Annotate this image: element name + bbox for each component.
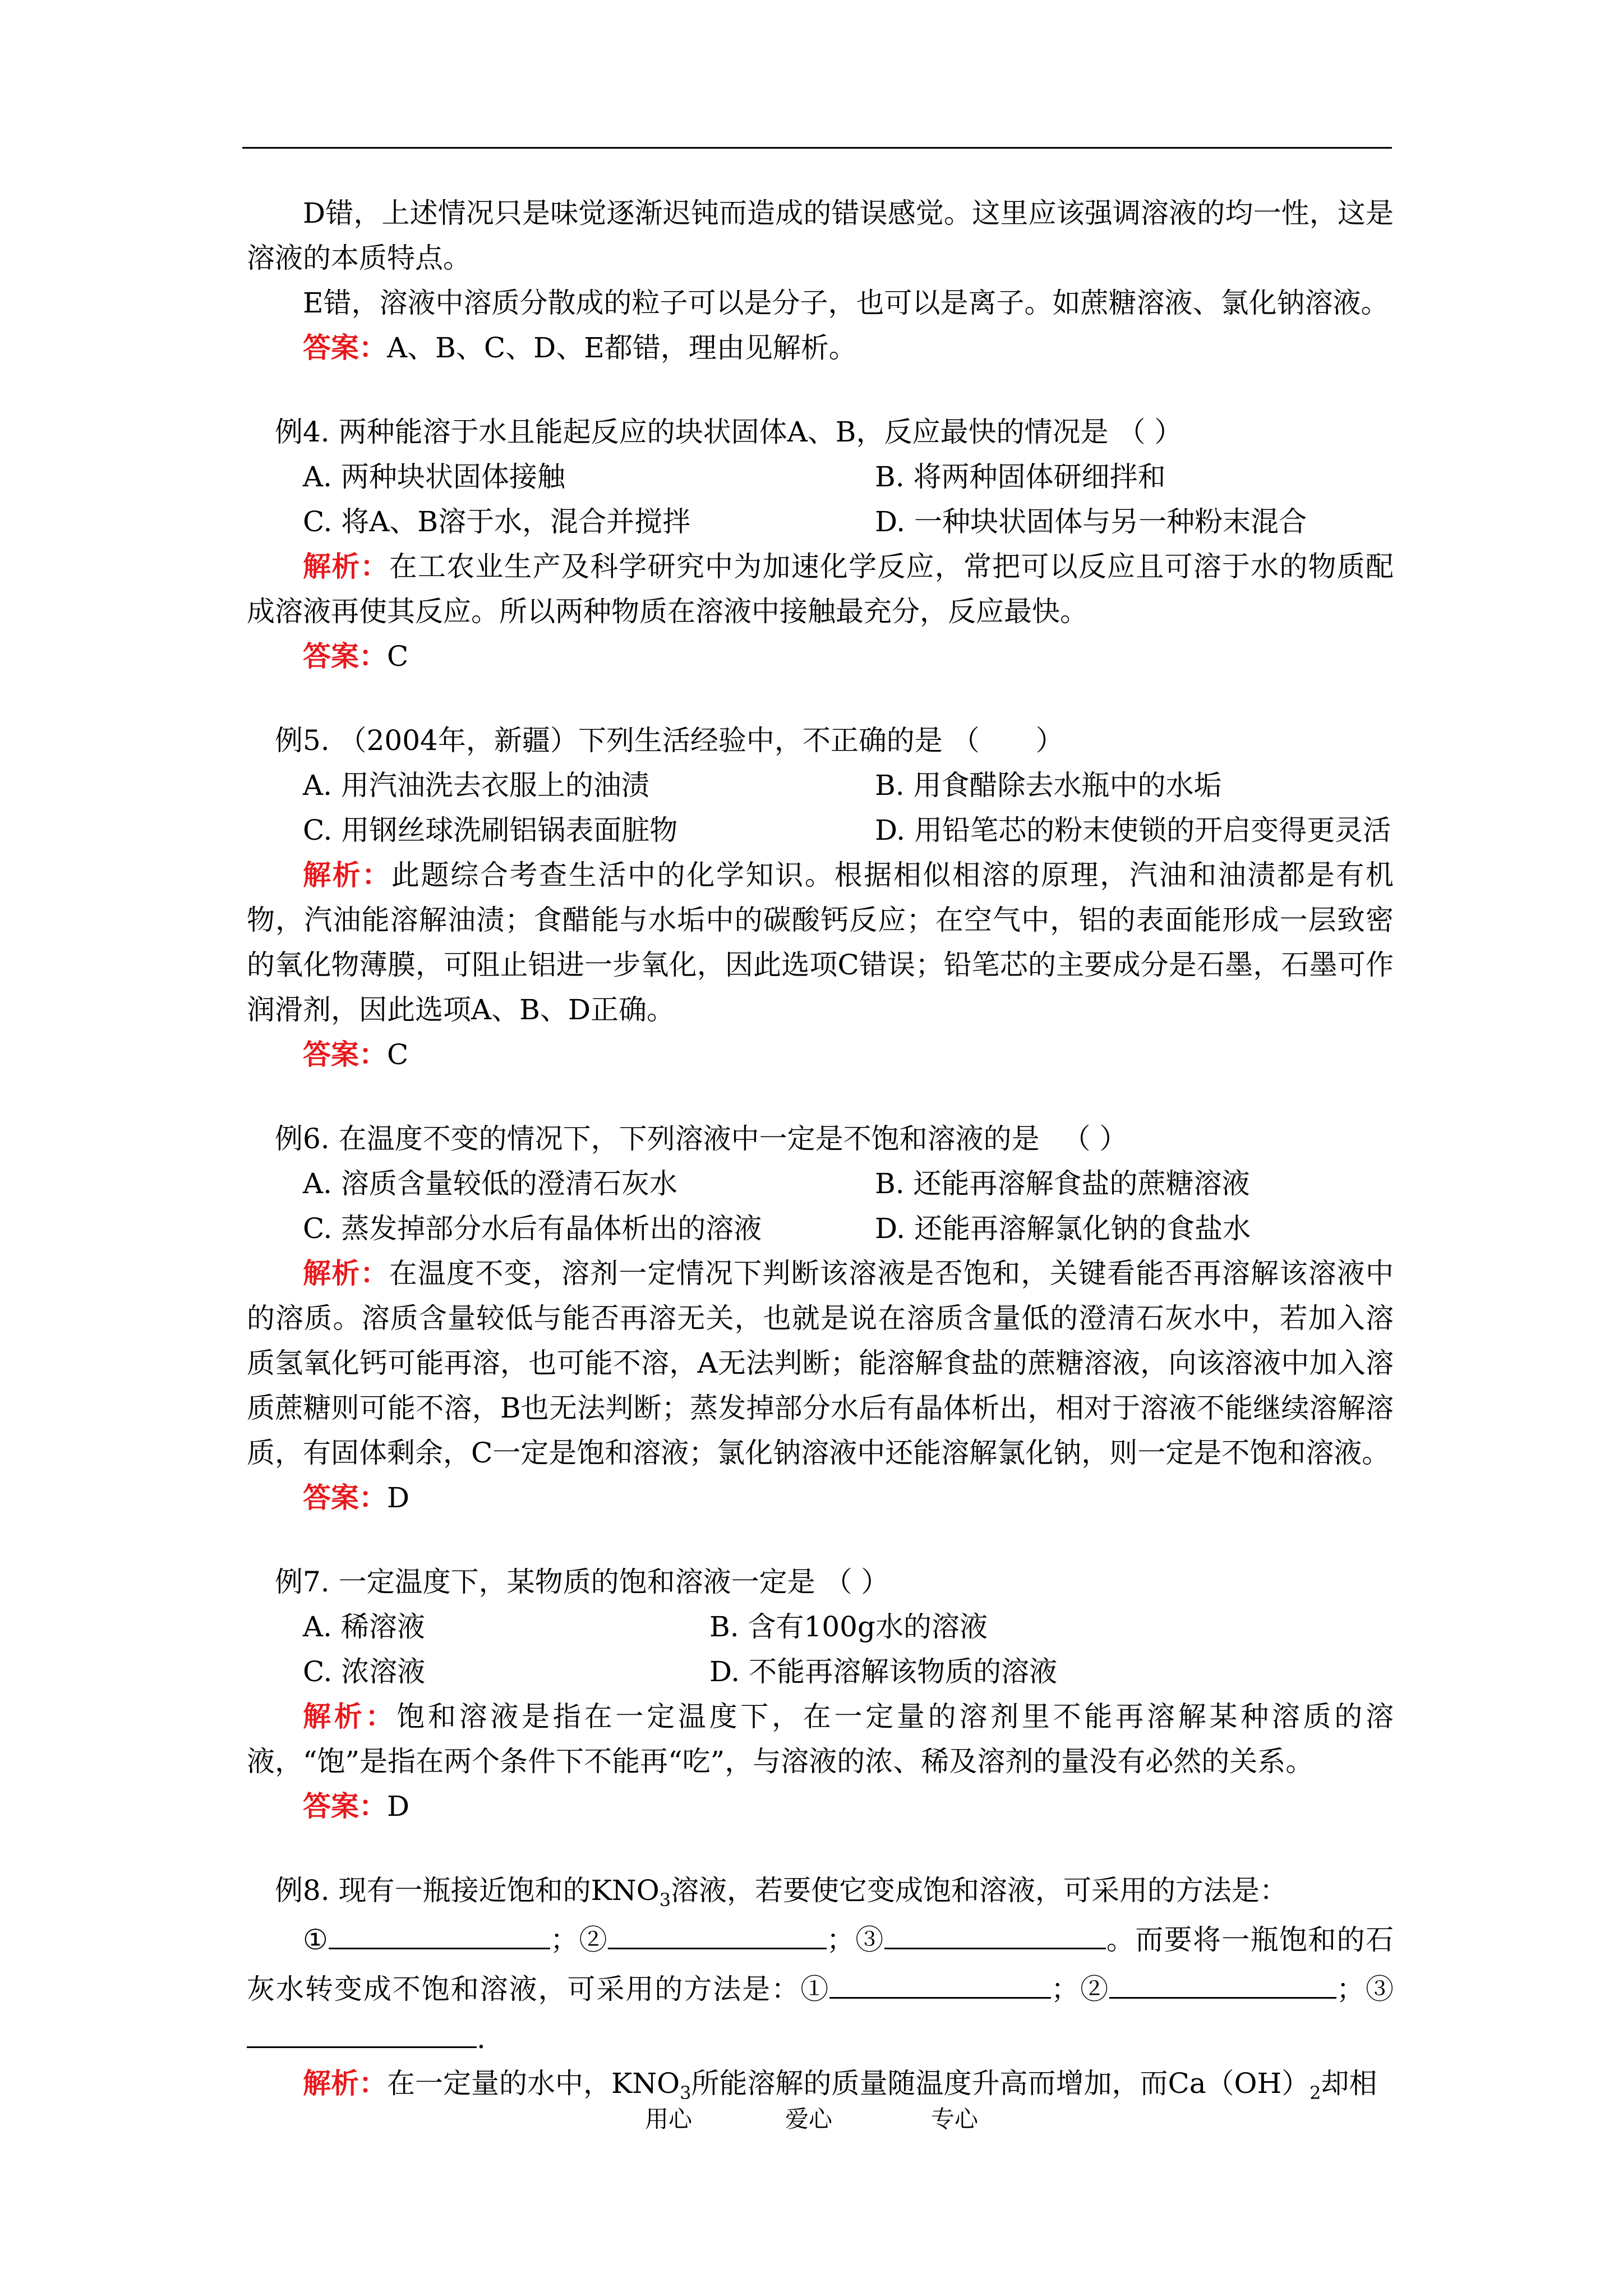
question-6: 例6. 在温度不变的情况下，下列溶液中一定是不饱和溶液的是 （ ）: [275, 1122, 1128, 1155]
options-row: [247, 808, 1394, 853]
answer-blank[interactable]: [329, 1913, 550, 1949]
question-4: 例4. 两种能溶于水且能起反应的块状固体A、B，反应最快的情况是 （ ）: [275, 416, 1183, 448]
analysis-label: 解析：: [303, 2067, 387, 2100]
answer-7: 答案：D: [303, 1789, 410, 1823]
answer-label: 答案：: [303, 1789, 387, 1823]
option-b: B. 将两种固体研细拌和: [875, 461, 1166, 493]
question-7: 例7. 一定温度下，某物质的饱和溶液一定是 （ ）: [275, 1566, 889, 1598]
answer-label: 答案：: [303, 639, 387, 673]
options-row: [247, 454, 1394, 499]
option-b: B. 用食醋除去水瓶中的水垢: [875, 769, 1222, 802]
answer-3: 答案：A、B、C、D、E都错，理由见解析。: [303, 331, 857, 364]
footer-word: 用心: [645, 2105, 693, 2133]
footer-word: 专心: [931, 2105, 979, 2133]
option-a: A. 稀溶液: [303, 1611, 425, 1643]
options-row: [247, 1649, 1394, 1694]
question-8: 例8. 现有一瓶接近饱和的$KNO_3$溶液，若要使它变成饱和溶液，可采用的方法是：: [275, 1874, 1288, 1911]
options-row: [247, 763, 1394, 808]
analysis-8: 解析：在一定量的水中，$KNO_3$所能溶解的质量随温度升高而增加，而$Ca(OH)_2$却相: [303, 2067, 1377, 2104]
answer-blank[interactable]: [608, 1913, 827, 1949]
answer-blank[interactable]: [884, 1913, 1106, 1949]
option-d: D. 不能再溶解该物质的溶液: [709, 1655, 1058, 1688]
answer-label: 答案：: [303, 1481, 387, 1514]
option-c: C. 浓溶液: [303, 1655, 426, 1688]
analysis-7: 解析：饱和溶液是指在一定温度下，在一定量的溶剂里不能再溶解某种溶质的溶液，“饱”是指在两个条件下不能再“吃”，与溶液的浓、稀及溶剂的量没有必然的关系。: [247, 1700, 1394, 1778]
header-rule: [242, 147, 1392, 149]
analysis-label: 解析：: [303, 550, 389, 583]
options-row: [247, 1161, 1394, 1206]
options-row: [247, 499, 1394, 544]
answer-4: 答案：C: [303, 639, 409, 673]
analysis-label: 解析：: [303, 1700, 397, 1733]
answer-label: 答案：: [303, 1038, 387, 1071]
option-d: D. 还能再溶解氯化钠的食盐水: [875, 1212, 1251, 1245]
answer-6: 答案：D: [303, 1481, 410, 1514]
document-body: [247, 191, 1394, 2106]
analysis-5: 解析：此题综合考查生活中的化学知识。根据相似相溶的原理，汽油和油渍都是有机物，汽油能溶解油渍；食醋能与水垢中的碳酸钙反应；在空气中，铝的表面能形成一层致密的氧化物薄膜，可阻止铝进一步氧化，因此选项C错误；铅笔芯的主要成分是石墨，石墨可作润滑剂，因此选项A、B、D正确。: [247, 858, 1394, 1026]
analysis-4: 解析：在工农业生产及科学研究中为加速化学反应，常把可以反应且可溶于水的物质配成溶液再使其反应。所以两种物质在溶液中接触最充分，反应最快。: [247, 550, 1394, 628]
paragraph-e: E错，溶液中溶质分散成的粒子可以是分子，也可以是离子。如蔗糖溶液、氯化钠溶液。: [303, 287, 1389, 319]
answer-blank[interactable]: [1109, 1962, 1336, 1999]
option-d: D. 用铅笔芯的粉末使锁的开启变得更灵活: [875, 814, 1391, 846]
paragraph-d: D错，上述情况只是味觉逐渐迟钝而造成的错误感觉。这里应该强调溶液的均一性，这是溶液的本质特点。: [247, 197, 1394, 274]
answer-blank[interactable]: [829, 1962, 1051, 1999]
footer-word: 爱心: [785, 2105, 833, 2133]
answer-blank[interactable]: [247, 2012, 477, 2048]
option-d: D. 一种块状固体与另一种粉末混合: [875, 505, 1307, 538]
answer-5: 答案：C: [303, 1038, 409, 1071]
options-row: [247, 1206, 1394, 1251]
option-c: C. 蒸发掉部分水后有晶体析出的溶液: [303, 1212, 762, 1245]
page-footer: [0, 2101, 1623, 2134]
option-a: A. 两种块状固体接触: [303, 461, 565, 493]
option-c: C. 将A、B溶于水，混合并搅拌: [303, 505, 691, 538]
option-b: B. 含有100g水的溶液: [709, 1611, 988, 1643]
option-a: A. 溶质含量较低的澄清石灰水: [303, 1167, 677, 1200]
option-a: A. 用汽油洗去衣服上的油渍: [303, 769, 649, 802]
analysis-label: 解析：: [303, 1257, 389, 1290]
question-5: 例5. （2004年，新疆）下列生活经验中，不正确的是 （ ）: [275, 724, 1064, 757]
fill-in-blanks: ① ；② ；③ 。而要将一瓶饱和的石灰水转变成不饱和溶液，可采用的方法是：① ；② ；③.: [247, 1913, 1394, 2061]
option-c: C. 用钢丝球洗刷铝锅表面脏物: [303, 814, 678, 846]
analysis-6: 解析：在温度不变，溶剂一定情况下判断该溶液是否饱和，关键看能否再溶解该溶液中的溶质。溶质含量较低与能否再溶无关，也就是说在溶质含量低的澄清石灰水中，若加入溶质氢氧化钙可能再溶，也可能不溶，A无法判断；能溶解食盐的蔗糖溶液，向该溶液中加入溶质蔗糖则可能不溶，B也无法判断；蒸发掉部分水后有晶体析出，相对于溶液不能继续溶解溶质，有固体剩余，C一定是饱和溶液；氯化钠溶液中还能溶解氯化钠，则一定是不饱和溶液。: [247, 1257, 1394, 1469]
analysis-label: 解析：: [303, 858, 391, 891]
answer-label: 答案：: [303, 331, 387, 364]
options-row: [247, 1604, 1394, 1649]
option-b: B. 还能再溶解食盐的蔗糖溶液: [875, 1167, 1250, 1200]
